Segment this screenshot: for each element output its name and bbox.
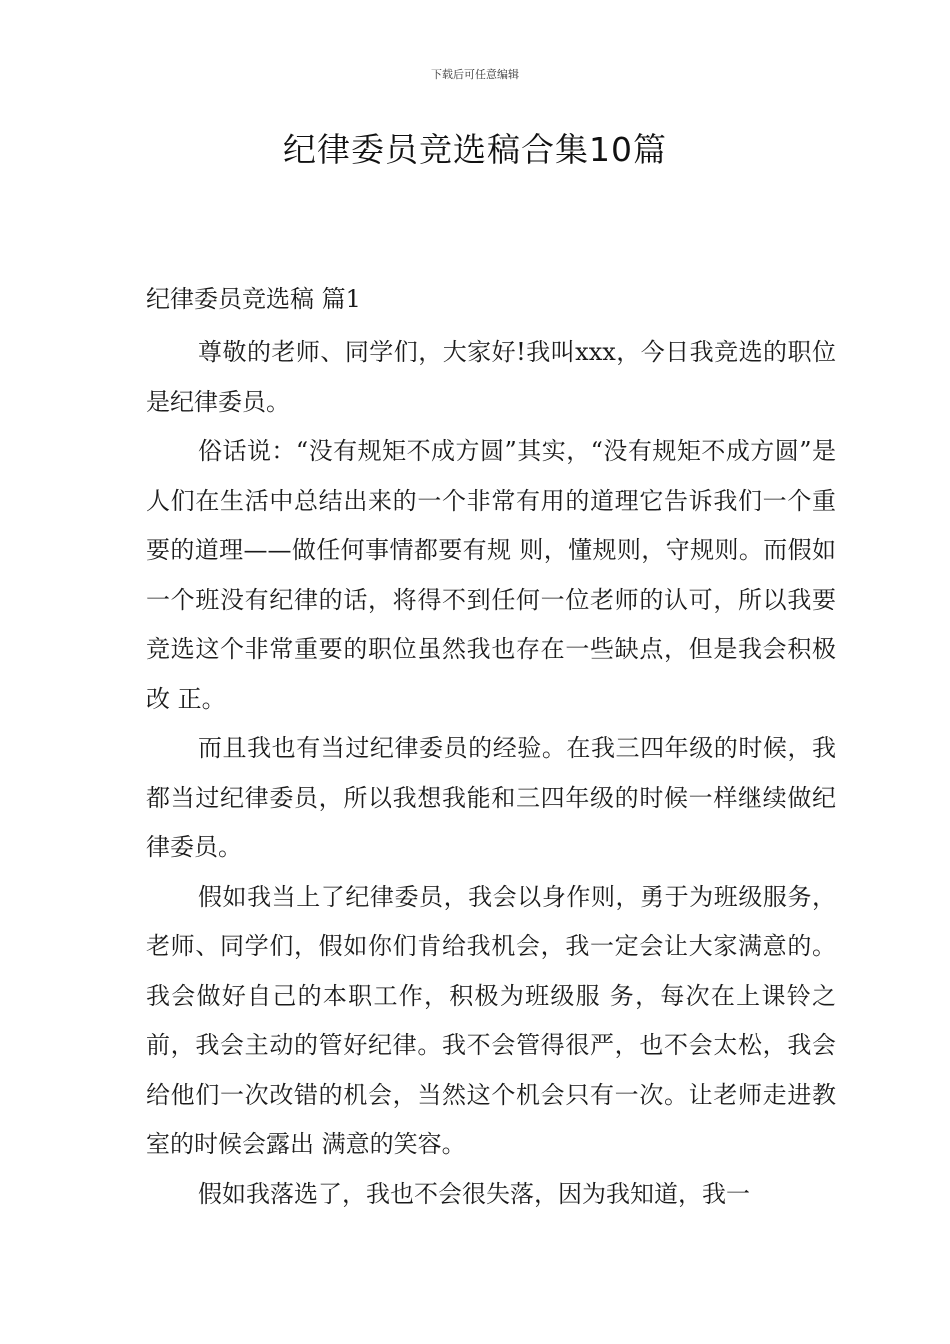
paragraph-5: 假如我落选了，我也不会很失落，因为我知道，我一 (198, 1179, 750, 1208)
document-body (146, 280, 836, 1219)
paragraph-3: 而且我也有当过纪律委员的经验。在我三四年级的时候，我都当过纪律委员，所以我想我能和三四年级的时候一样继续做纪律委员。 (146, 734, 836, 861)
document-title: 纪律委员竞选稿合集10篇 (283, 130, 667, 169)
section-heading: 纪律委员竞选稿 篇1 (146, 285, 361, 313)
paragraph-1: 尊敬的老师、同学们，大家好!我叫xxx，今日我竞选的职位是纪律委员。 (146, 338, 836, 416)
paragraph-4: 假如我当上了纪律委员，我会以身作则，勇于为班级服务，老师、同学们，假如你们肯给我机会，我一定会让大家满意的。我会做好自己的本职工作，积极为班级服 务，每次在上课铃之前，我会主动的管好纪律。我不会管得很严，也不会太松，我会给他们一次改错的机会，当然这个机会只有一次。让老师走进教室的时候会露出 满意的笑容。 (146, 882, 836, 1158)
header-note: 下载后可任意编辑 (431, 68, 519, 81)
paragraph-2: 俗话说：“没有规矩不成方圆”其实，“没有规矩不成方圆”是人们在生活中总结出来的一个非常有用的道理它告诉我们一个重要的道理——做任何事情都要有规 则，懂规则，守规则。而假如一个班没有纪律的话，将得不到任何一位老师的认可，所以我要竞选这个非常重要的职位虽然我也存在一些缺点，但是我会积极改 正。 (146, 437, 836, 713)
